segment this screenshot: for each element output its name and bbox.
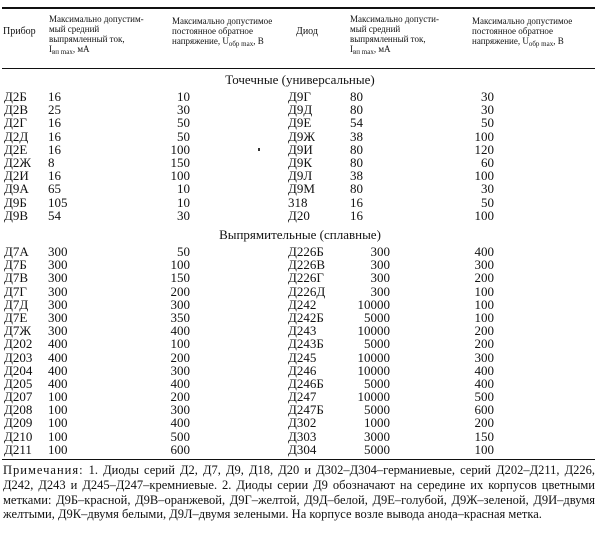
cell-current-2: 10000 (357, 296, 390, 312)
header-voltage-right: Максимально допустимое постоянное обратное напряжение, $U_{обр max}$, В (472, 16, 573, 48)
cell-voltage: 400 (170, 415, 190, 431)
header-voltage-left: Максимально допустимое постоянное обратное напряжение, $U_{обр max}$, В (172, 16, 273, 48)
cell-voltage-2: 100 (474, 296, 494, 312)
cell-current: 105 (48, 194, 68, 210)
cell-current-2: 300 (370, 244, 390, 259)
table-row (0, 271, 600, 284)
cell-diode: Д9Д (288, 102, 313, 118)
cell-device: Д7В (4, 270, 29, 286)
table-row (0, 182, 600, 195)
cell-current-2: 80 (350, 102, 363, 118)
cell-diode: Д9М (288, 181, 315, 197)
table-bottom-rule (2, 459, 595, 460)
cell-device: Д2Б (4, 89, 27, 104)
cell-diode: 318 (288, 194, 308, 210)
cell-current-2: 300 (370, 283, 390, 299)
cell-voltage: 50 (177, 128, 190, 144)
cell-voltage-2: 50 (481, 115, 494, 131)
cell-current: 65 (48, 181, 61, 197)
cell-voltage-2: 200 (474, 415, 494, 431)
cell-device: Д208 (4, 402, 33, 418)
cell-current-2: 16 (350, 194, 363, 210)
cell-diode: Д243Б (288, 336, 324, 352)
cell-current: 300 (48, 270, 68, 286)
cell-voltage: 300 (170, 402, 190, 418)
cell-current: 100 (48, 389, 68, 405)
cell-voltage: 150 (170, 154, 190, 170)
cell-diode: Д243 (288, 323, 317, 339)
table-row (0, 130, 600, 143)
section-point-contact-rows (0, 90, 600, 222)
table-row (0, 364, 600, 377)
cell-diode: Д9И (288, 141, 313, 157)
header-device: Прибор (3, 26, 36, 37)
cell-voltage: 100 (170, 168, 190, 184)
cell-current-2: 10000 (357, 323, 390, 339)
footnote-text: 1. Диоды серий Д2, Д7, Д9, Д18, Д20 и Д302–Д304–германиевые, серий Д202–Д211, Д226, Д242, Д243 и Д245–Д247–кремниевые. 2. Диоды серии Д9 обозначают на середине их корпусов цветными метками: Д9Б–красной, Д9В–оранжевой, Д9Г–желтой, Д9Д–белой, Д9Е–голубой, Д9Ж–зеленой, Д9И–двумя желтыми, Д9К–двумя белыми, Д9Л–двумя зелеными. На корпусе возле вывода анода–красная метка. (3, 463, 595, 522)
cell-device: Д204 (4, 362, 33, 378)
cell-current-2: 5000 (364, 309, 390, 325)
cell-current-2: 300 (370, 257, 390, 273)
cell-voltage-2: 100 (474, 168, 494, 184)
cell-current: 16 (48, 141, 61, 157)
table-row (0, 351, 600, 364)
cell-voltage-2: 120 (474, 141, 494, 157)
cell-voltage-2: 400 (474, 244, 494, 259)
cell-device: Д211 (4, 441, 32, 457)
cell-current-2: 80 (350, 141, 363, 157)
table-row (0, 285, 600, 298)
cell-voltage-2: 30 (481, 102, 494, 118)
cell-voltage: 200 (170, 389, 190, 405)
footnote (3, 463, 595, 522)
cell-diode: Д20 (288, 207, 310, 223)
cell-voltage: 200 (170, 283, 190, 299)
cell-current: 300 (48, 309, 68, 325)
cell-current: 16 (48, 128, 61, 144)
cell-current: 100 (48, 441, 68, 457)
cell-voltage: 10 (177, 89, 190, 104)
section-title-rectifier: Выпрямительные (сплавные) (219, 227, 381, 242)
table-row (0, 430, 600, 443)
cell-current: 54 (48, 207, 61, 223)
cell-diode: Д245 (288, 349, 317, 365)
cell-device: Д2Ж (4, 154, 32, 170)
cell-current: 300 (48, 323, 68, 339)
cell-diode: Д302 (288, 415, 317, 431)
cell-voltage: 100 (170, 336, 190, 352)
cell-current: 400 (48, 336, 68, 352)
cell-voltage: 10 (177, 181, 190, 197)
cell-device: Д2Е (4, 141, 28, 157)
cell-voltage: 600 (170, 441, 190, 457)
cell-voltage-2: 150 (474, 428, 494, 444)
cell-current-2: 5000 (364, 402, 390, 418)
cell-current-2: 1000 (364, 415, 390, 431)
cell-voltage-2: 100 (474, 309, 494, 325)
cell-voltage-2: 30 (481, 181, 494, 197)
cell-voltage: 100 (170, 257, 190, 273)
section-rectifier-rows (0, 245, 600, 456)
cell-diode: Д9Е (288, 115, 312, 131)
table-row (0, 209, 600, 222)
cell-device: Д205 (4, 375, 33, 391)
cell-voltage: 200 (170, 349, 190, 365)
cell-voltage-2: 100 (474, 283, 494, 299)
cell-device: Д2Г (4, 115, 27, 131)
footnote-label: Примечания: (3, 463, 84, 477)
cell-current: 100 (48, 402, 68, 418)
cell-device: Д2В (4, 102, 29, 118)
table-top-rule (2, 7, 595, 9)
cell-voltage-2: 100 (474, 207, 494, 223)
cell-current-2: 54 (350, 115, 363, 131)
table-row (0, 416, 600, 429)
cell-voltage-2: 50 (481, 194, 494, 210)
cell-current: 300 (48, 244, 68, 259)
print-speck (258, 148, 260, 151)
cell-current: 25 (48, 102, 61, 118)
cell-voltage: 50 (177, 115, 190, 131)
section-title-point-contact: Точечные (универсальные) (225, 72, 375, 87)
cell-voltage-2: 60 (481, 154, 494, 170)
cell-device: Д202 (4, 336, 33, 352)
cell-voltage: 350 (170, 309, 190, 325)
cell-diode: Д242 (288, 296, 317, 312)
cell-device: Д9А (4, 181, 29, 197)
cell-voltage: 300 (170, 296, 190, 312)
cell-diode: Д226Д (288, 283, 326, 299)
cell-diode: Д247 (288, 389, 317, 405)
cell-diode: Д226Г (288, 270, 324, 286)
cell-current: 16 (48, 168, 61, 184)
cell-current: 300 (48, 296, 68, 312)
cell-current: 8 (48, 154, 55, 170)
cell-voltage-2: 200 (474, 336, 494, 352)
cell-current-2: 16 (350, 207, 363, 223)
cell-voltage-2: 30 (481, 89, 494, 104)
cell-diode: Д9К (288, 154, 313, 170)
cell-device: Д2Д (4, 128, 29, 144)
cell-voltage-2: 100 (474, 441, 494, 457)
cell-device: Д209 (4, 415, 33, 431)
cell-current: 400 (48, 362, 68, 378)
cell-device: Д210 (4, 428, 33, 444)
cell-diode: Д9Л (288, 168, 313, 184)
table-row (0, 196, 600, 209)
cell-current-2: 5000 (364, 336, 390, 352)
cell-voltage-2: 200 (474, 323, 494, 339)
cell-voltage-2: 500 (474, 389, 494, 405)
header-current-right: Максимально допусти- мый средний выпрямленный ток, $I_{вп max}$, мА (350, 14, 439, 56)
cell-diode: Д9Г (288, 89, 311, 104)
cell-voltage: 100 (170, 141, 190, 157)
table-row (0, 116, 600, 129)
cell-current-2: 3000 (364, 428, 390, 444)
cell-voltage: 30 (177, 102, 190, 118)
cell-voltage-2: 600 (474, 402, 494, 418)
cell-device: Д2И (4, 168, 29, 184)
cell-current: 100 (48, 415, 68, 431)
cell-device: Д7Е (4, 309, 28, 325)
cell-device: Д203 (4, 349, 33, 365)
cell-current-2: 80 (350, 154, 363, 170)
cell-voltage-2: 300 (474, 349, 494, 365)
cell-device: Д207 (4, 389, 33, 405)
cell-current-2: 38 (350, 168, 363, 184)
header-current-left: Максимально допустим- мый средний выпрямленный ток, $I_{вп max}$, мА (49, 14, 144, 56)
cell-current-2: 5000 (364, 375, 390, 391)
table-row (0, 298, 600, 311)
cell-current: 16 (48, 115, 61, 131)
cell-current: 300 (48, 257, 68, 273)
cell-current: 16 (48, 89, 61, 104)
cell-voltage-2: 400 (474, 362, 494, 378)
cell-current-2: 38 (350, 128, 363, 144)
header-rule (2, 68, 595, 69)
cell-voltage: 150 (170, 270, 190, 286)
cell-current: 400 (48, 349, 68, 365)
cell-diode: Д226Б (288, 244, 324, 259)
cell-voltage: 400 (170, 375, 190, 391)
cell-device: Д9Б (4, 194, 27, 210)
cell-diode: Д247Б (288, 402, 324, 418)
cell-voltage: 300 (170, 362, 190, 378)
cell-diode: Д246 (288, 362, 317, 378)
cell-diode: Д226В (288, 257, 326, 273)
table-row (0, 337, 600, 350)
cell-current: 100 (48, 428, 68, 444)
table-row (0, 143, 600, 156)
cell-device: Д7Б (4, 257, 27, 273)
cell-voltage: 10 (177, 194, 190, 210)
cell-diode: Д242Б (288, 309, 324, 325)
cell-voltage-2: 300 (474, 257, 494, 273)
header-diode: Диод (296, 26, 318, 37)
cell-device: Д7А (4, 244, 29, 259)
cell-diode: Д303 (288, 428, 317, 444)
cell-voltage-2: 100 (474, 128, 494, 144)
cell-current-2: 300 (370, 270, 390, 286)
cell-voltage: 400 (170, 323, 190, 339)
cell-current-2: 5000 (364, 441, 390, 457)
cell-diode: Д246Б (288, 375, 324, 391)
cell-current: 400 (48, 375, 68, 391)
cell-diode: Д9Ж (288, 128, 316, 144)
cell-current: 300 (48, 283, 68, 299)
cell-current-2: 80 (350, 181, 363, 197)
cell-current-2: 10000 (357, 362, 390, 378)
table-row (0, 443, 600, 456)
cell-device: Д7Г (4, 283, 27, 299)
cell-current-2: 10000 (357, 389, 390, 405)
cell-voltage: 500 (170, 428, 190, 444)
cell-device: Д7Д (4, 296, 29, 312)
cell-voltage-2: 200 (474, 270, 494, 286)
cell-current-2: 10000 (357, 349, 390, 365)
cell-voltage: 30 (177, 207, 190, 223)
cell-voltage-2: 400 (474, 375, 494, 391)
cell-device: Д7Ж (4, 323, 32, 339)
cell-current-2: 80 (350, 89, 363, 104)
cell-device: Д9В (4, 207, 29, 223)
cell-diode: Д304 (288, 441, 317, 457)
cell-voltage: 50 (177, 244, 190, 259)
